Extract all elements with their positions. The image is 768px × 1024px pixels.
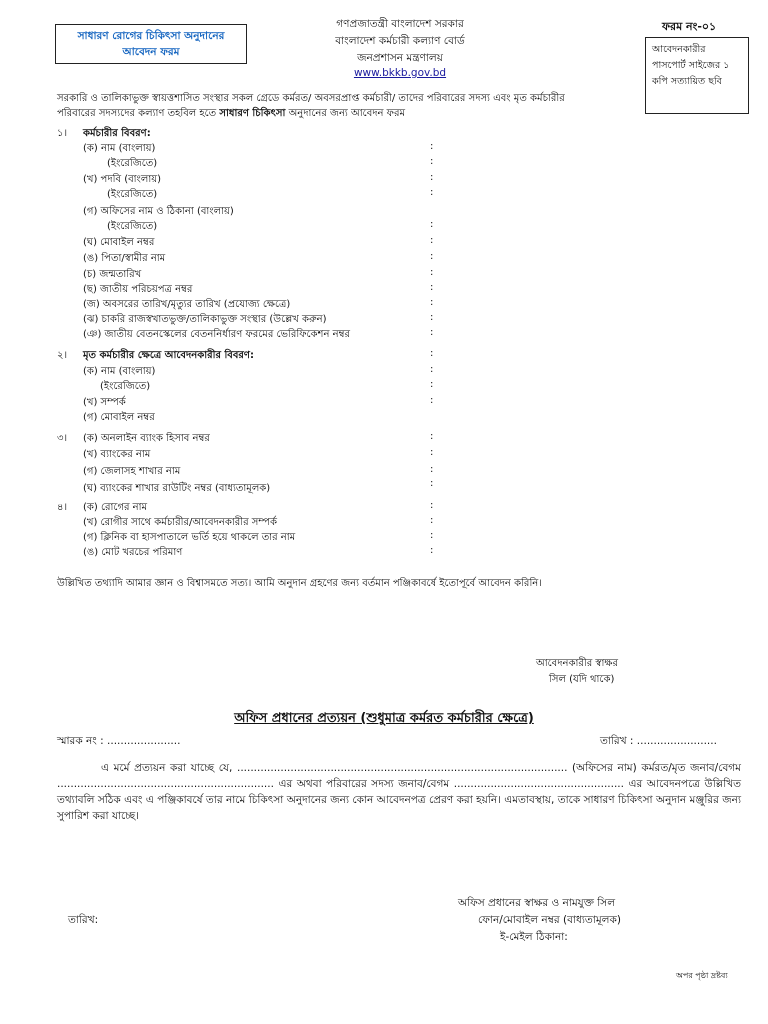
s2-item-name-bn: (ক) নাম (বাংলায়) xyxy=(83,366,156,377)
colon: : xyxy=(430,235,434,246)
s4-item-patient-relation: (খ) রোগীর সাথে কর্মচারীর/আবেদনকারীর সম্পর্ক xyxy=(83,517,277,528)
s1-item-office-en: (ইংরেজিতে) xyxy=(107,221,158,232)
colon: : xyxy=(430,379,434,390)
s1-item-retirement: (জ) অবসরের তারিখ/মৃত্যুর তারিখ (প্রযোজ্য ক্ষেত্রে) xyxy=(83,299,291,310)
see-overleaf-note: অপর পৃষ্ঠা দ্রষ্টব্য xyxy=(676,971,728,980)
colon: : xyxy=(430,395,434,406)
s2-item-name-en: (ইংরেজিতে) xyxy=(100,381,151,392)
section4-number: ৪। xyxy=(57,502,68,513)
colon: : xyxy=(430,515,434,526)
certification-date: তারিখ : ........................ xyxy=(600,735,717,747)
s1-item-father: (ঙ) পিতা/স্বামীর নাম xyxy=(83,253,166,264)
colon: : xyxy=(430,431,434,442)
s3-item-branch: (গ) জেলাসহ শাখার নাম xyxy=(83,466,181,477)
intro-line2-bold: সাধারণ চিকিৎসা xyxy=(219,108,286,119)
s3-item-bank: (খ) ব্যাংকের নাম xyxy=(83,449,151,460)
s4-item-cost: (ঙ) মোট খরচের পরিমাণ xyxy=(83,547,183,558)
s1-item-name-en: (ইংরেজিতে) xyxy=(107,158,158,169)
s1-item-office-bn: (গ) অফিসের নাম ও ঠিকানা (বাংলায়) xyxy=(83,206,234,217)
s1-item-nid: (ছ) জাতীয় পরিচয়পত্র নম্বর xyxy=(83,284,193,295)
colon: : xyxy=(430,464,434,475)
s2-item-relation: (খ) সম্পর্ক xyxy=(83,397,126,408)
declaration-text: উল্লিখিত তথ্যাদি আমার জ্ঞান ও বিশ্বাসমতে সত্য। আমি অনুদান গ্রহণের জন্য বর্তমান পঞ্জিকাবর্ষে ইতোপূর্বে আবেদন করিনি। xyxy=(57,578,542,589)
colon: : xyxy=(430,187,434,198)
s1-item-designation-bn: (খ) পদবি (বাংলায়) xyxy=(83,174,162,185)
form-title-box xyxy=(55,24,247,64)
head-signature-label: অফিস প্রধানের স্বাক্ষর ও নামযুক্ত সিল xyxy=(458,897,616,909)
colon: : xyxy=(430,312,434,323)
s2-item-mobile: (গ) মোবাইল নম্বর xyxy=(83,412,155,423)
colon: : xyxy=(430,172,434,183)
colon: : xyxy=(430,545,434,556)
section2-title: মৃত কর্মচারীর ক্ষেত্রে আবেদনকারীর বিবরণ: xyxy=(83,350,254,361)
website-link[interactable]: www.bkkb.gov.bd xyxy=(353,67,447,79)
s1-item-designation-en: (ইংরেজিতে) xyxy=(107,189,158,200)
s1-item-dob: (চ) জন্মতারিখ xyxy=(83,269,142,280)
bottom-date-label: তারিখ: xyxy=(68,914,99,926)
form-number: ফরম নং-০১ xyxy=(662,20,717,33)
photo-box: আবেদনকারীর পাসপোর্ট সাইজের ১ কপি সত্যায়িত ছবি xyxy=(645,37,749,114)
head-email-label: ই-মেইল ঠিকানা: xyxy=(500,931,568,943)
s1-item-mobile: (ঘ) মোবাইল নম্বর xyxy=(83,237,155,248)
colon: : xyxy=(430,478,434,489)
section2-number: ২। xyxy=(57,350,68,361)
certification-paragraph: এ মর্মে প্রত্যয়ন করা যাচ্ছে যে, ................................................................................................... (অফিসের নাম) কর্মরত/মৃত জনাব/বেগম ................................................................. এর অথবা পরিবারের সদস্য জনাব/বেগম ................................................... এর আবেদনপত্রে উল্লিখিত তথ্যাবলি সঠিক এবং এ পঞ্জিকাবর্ষে তার নামে চিকিৎসা অনুদানের জন্য কোন আবেদনপত্র প্রেরণ করা হয়নি। এমতাবস্থায়, তাকে সাধারণ চিকিৎসা অনুদান মঞ্জুরির জন্য সুপারিশ করা যাচ্ছে। xyxy=(57,762,741,822)
colon: : xyxy=(430,447,434,458)
s3-item-routing: (ঘ) ব্যাংকের শাখার রাউটিং নম্বর (বাধ্যতামূলক) xyxy=(83,483,271,494)
colon: : xyxy=(430,141,434,152)
head-phone-label: ফোন/মোবাইল নম্বর (বাধ্যতামূলক) xyxy=(478,914,621,926)
intro-line1: সরকারি ও তালিকাভুক্ত স্বায়ত্তশাসিত সংস্থার সকল গ্রেডে কর্মরত/ অবসরপ্রাপ্ত কর্মচারী/ তাদের পরিবারের সদস্য এবং মৃত কর্মচারীর xyxy=(57,93,565,104)
s4-item-hospital: (গ) ক্লিনিক বা হাসপাতালে ভর্তি হয়ে থাকলে তার নাম xyxy=(83,532,296,543)
applicant-seal-label: সিল (যদি থাকে) xyxy=(549,674,615,685)
gov-line3: জনপ্রশাসন মন্ত্রণালয় xyxy=(357,52,443,64)
intro-line2-post: অনুদানের জন্য আবেদন ফরম xyxy=(285,108,406,119)
gov-line1: গণপ্রজাতন্ত্রী বাংলাদেশ সরকার xyxy=(336,18,464,30)
colon: : xyxy=(430,530,434,541)
colon: : xyxy=(430,156,434,167)
certification-title: অফিস প্রধানের প্রত্যয়ন (শুধুমাত্র কর্মরত কর্মচারীর ক্ষেত্রে) xyxy=(234,711,534,726)
colon: : xyxy=(430,251,434,262)
intro-line2-pre: পরিবারের সদস্যদের কল্যাণ তহবিল হতে xyxy=(57,108,220,119)
intro-line2 xyxy=(57,106,405,123)
s1-item-verification: (ঞ) জাতীয় বেতনস্কেলের বেতননির্ধারণ ফরমের ভেরিফিকেশন নম্বর xyxy=(83,329,350,340)
applicant-signature-label: আবেদনকারীর স্বাক্ষর xyxy=(536,658,618,669)
colon: : xyxy=(430,364,434,375)
colon: : xyxy=(430,500,434,511)
form-title-line1: সাধারণ রোগের চিকিৎসা অনুদানের xyxy=(77,30,225,42)
s4-item-disease: (ক) রোগের নাম xyxy=(83,502,148,513)
colon: : xyxy=(430,297,434,308)
gov-line2: বাংলাদেশ কর্মচারী কল্যাণ বোর্ড xyxy=(335,35,465,47)
s1-item-service-type: (ঝ) চাকরি রাজস্বখাতভুক্ত/তালিকাভুক্ত সংস্থার (উল্লেখ করুন) xyxy=(83,314,327,325)
section1-number: ১। xyxy=(57,128,68,139)
s1-item-name-bn: (ক) নাম (বাংলায়) xyxy=(83,143,156,154)
form-title-line2: আবেদন ফরম xyxy=(122,46,180,58)
colon: : xyxy=(430,348,434,359)
s3-item-account: (ক) অনলাইন ব্যাংক হিসাব নম্বর xyxy=(83,433,210,444)
colon: : xyxy=(430,282,434,293)
section1-title: কর্মচারীর বিবরণ: xyxy=(83,128,151,139)
section3-number: ৩। xyxy=(57,433,68,444)
colon: : xyxy=(430,267,434,278)
memo-number: স্মারক নং : ...................... xyxy=(57,735,181,747)
colon: : xyxy=(430,327,434,338)
colon: : xyxy=(430,219,434,230)
